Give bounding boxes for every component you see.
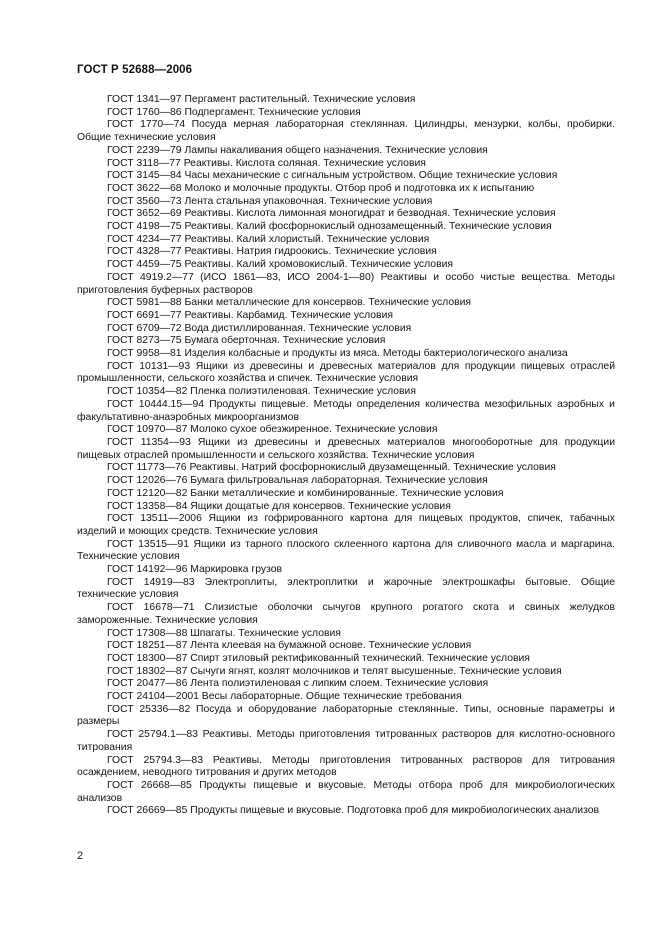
reference-entry: ГОСТ 1770—74 Посуда мерная лабораторная стеклянная. Цилиндры, мензурки, колбы, пробирки. Общие технические условия [77, 119, 615, 144]
reference-entry: ГОСТ 8273—75 Бумага оберточная. Технические условия [107, 335, 386, 347]
reference-entry: ГОСТ 3622—68 Молоко и молочные продукты. Отбор проб и подготовка их к испытанию [107, 182, 535, 194]
reference-entry: ГОСТ 10354—82 Пленка полиэтиленовая. Технические условия [107, 386, 416, 398]
reference-entry: ГОСТ 24104—2001 Весы лабораторные. Общие технические требования [107, 691, 462, 703]
page-number: 2 [77, 850, 84, 862]
reference-entry: ГОСТ 5981—88 Банки металлические для консервов. Технические условия [107, 297, 472, 309]
reference-entry: ГОСТ 3652—69 Реактивы. Кислота лимонная моногидрат и безводная. Технические условия [107, 208, 556, 220]
reference-entry: ГОСТ 1760—86 Подпергамент. Технические условия [107, 106, 361, 118]
reference-entry: ГОСТ 4234—77 Реактивы. Калий хлористый. Технические условия [107, 233, 430, 245]
reference-entry: ГОСТ 11354—93 Ящики из древесины и древесных материалов многооборотные для продукции пищевых отраслей промышленности и сельского хозяйства. Технические условия [77, 436, 615, 461]
reference-entry: ГОСТ 4328—77 Реактивы. Натрия гидроокись. Технические условия [107, 246, 437, 258]
reference-entry: ГОСТ 25336—82 Посуда и оборудование лабораторные стеклянные. Типы, основные параметры и размеры [77, 703, 615, 728]
reference-entry: ГОСТ 25794.3—83 Реактивы. Методы приготовления титрованных растворов для титрования осаждением, неводного титрования и других методов [77, 754, 615, 779]
reference-entry: ГОСТ 3560—73 Лента стальная упаковочная. Технические условия [107, 195, 433, 207]
reference-entry: ГОСТ 4459—75 Реактивы. Калий хромовокислый. Технические условия [107, 259, 454, 271]
reference-entry: ГОСТ 9958—81 Изделия колбасные и продукты из мяса. Методы бактериологического анализа [107, 348, 568, 360]
reference-entry: ГОСТ 10444.15—94 Продукты пищевые. Методы определения количества мезофильных аэробных и факультативно-анаэробных микроорганизмов [77, 398, 615, 423]
normative-references-list [77, 94, 615, 818]
reference-entry: ГОСТ 10131—93 Ящики из древесины и древесных материалов для продукции пищевых отраслей промышленности, сельского хозяйства и спичек. Технические условия [77, 360, 615, 385]
reference-entry: ГОСТ 3118—77 Реактивы. Кислота соляная. Технические условия [107, 157, 426, 169]
reference-entry: ГОСТ 3145—84 Часы механические с сигнальным устройством. Общие технические условия [107, 170, 558, 182]
reference-entry: ГОСТ 26669—85 Продукты пищевые и вкусовые. Подготовка проб для микробиологических анализов [107, 805, 600, 817]
reference-entry: ГОСТ 12026—76 Бумага фильтровальная лабораторная. Технические условия [107, 475, 488, 487]
reference-entry: ГОСТ 17308—88 Шпагаты. Технические условия [107, 627, 341, 639]
reference-entry: ГОСТ 13358—84 Ящики дощатые для консервов. Технические условия [107, 500, 451, 512]
reference-entry: ГОСТ 20477—86 Лента полиэтиленовая с липким слоем. Технические условия [107, 678, 489, 690]
reference-entry: ГОСТ 11773—76 Реактивы. Натрий фосфорнокислый двузамещенный. Технические условия [107, 462, 556, 474]
reference-entry: ГОСТ 1341—97 Пергамент растительный. Технические условия [107, 94, 416, 105]
reference-entry: ГОСТ 6709—72 Вода дистиллированная. Технические условия [107, 322, 412, 334]
reference-entry: ГОСТ 18251—87 Лента клеевая на бумажной основе. Технические условия [107, 640, 472, 652]
reference-entry: ГОСТ 14192—96 Маркировка грузов [107, 564, 283, 576]
reference-entry: ГОСТ 6691—77 Реактивы. Карбамид. Технические условия [107, 309, 394, 321]
reference-entry: ГОСТ 26668—85 Продукты пищевые и вкусовые. Методы отбора проб для микробиологических анализов [77, 779, 615, 804]
reference-entry: ГОСТ 12120—82 Банки металлические и комбинированные. Технические условия [107, 487, 504, 499]
reference-entry: ГОСТ 14919—83 Электроплиты, электроплитки и жарочные электрошкафы бытовые. Общие технические условия [77, 576, 615, 601]
reference-entry: ГОСТ 4919.2—77 (ИСО 1861—83, ИСО 2004-1—80) Реактивы и особо чистые вещества. Методы приготовления буферных растворов [77, 271, 615, 296]
reference-entry: ГОСТ 25794.1—83 Реактивы. Методы приготовления титрованных растворов для кислотно-основного титрования [77, 729, 615, 753]
reference-entry: ГОСТ 16678—71 Слизистые оболочки сычугов крупного рогатого скота и свиных желудков замороженные. Технические условия [77, 602, 615, 626]
reference-entry: ГОСТ 13515—91 Ящики из тарного плоского склеенного картона для сливочного масла и маргарина. Технические условия [77, 538, 615, 563]
reference-entry: ГОСТ 10970—87 Молоко сухое обезжиренное. Технические условия [107, 424, 438, 436]
reference-entry: ГОСТ 18302—87 Сычуги ягнят, козлят молочников и телят высушенные. Технические условия [107, 665, 562, 677]
document-header: ГОСТ Р 52688—2006 [77, 64, 193, 76]
reference-entry: ГОСТ 4198—75 Реактивы. Калий фосфорнокислый однозамещенный. Технические условия [107, 221, 552, 233]
reference-entry: ГОСТ 13511—2006 Ящики из гофрированного картона для пищевых продуктов, спичек, табачных изделий и моющих средств. Технические условия [77, 513, 615, 537]
reference-entry: ГОСТ 18300—87 Спирт этиловый ректификованный технический. Технические условия [107, 652, 530, 664]
reference-entry: ГОСТ 2239—79 Лампы накаливания общего назначения. Технические условия [107, 144, 488, 156]
